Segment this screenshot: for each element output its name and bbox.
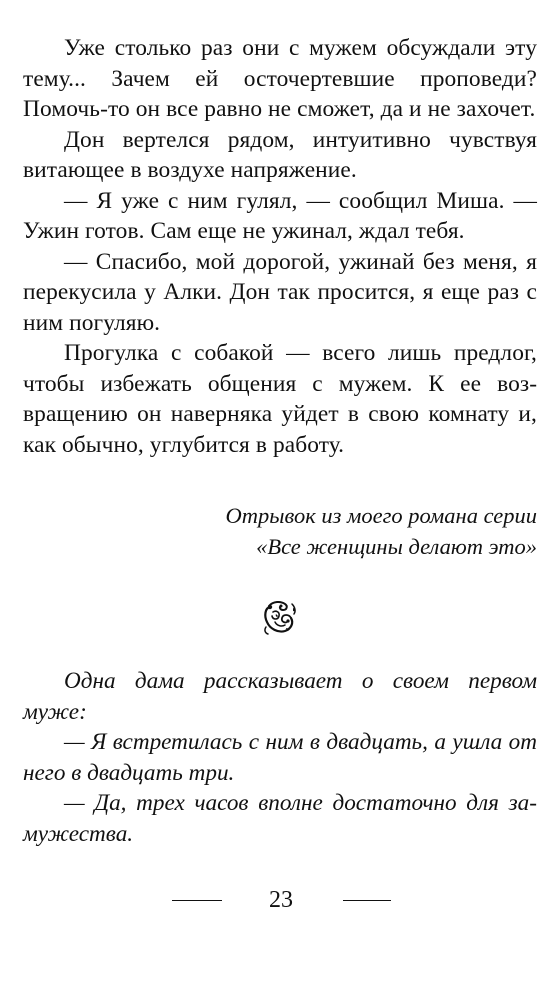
paragraph: — Я уже с ним гулял, — сообщил Миша. — Ужин готов. Сам еще не ужинал, ждал тебя. [23,187,537,244]
source-citation [23,501,537,562]
paragraph: — Я встретилась с ним в двадцать, а ушла от него в двадцать три. [23,729,537,786]
page-footer [0,882,560,918]
citation-line: «Все женщины делают это» [256,533,537,559]
page-number: 23 [269,887,293,913]
floral-ornament-icon [261,598,299,638]
paragraph: — Да, трех часов вполне достаточно для замужества. [23,790,537,847]
paragraph: Уже столько раз они с мужем обсуждали эту тему... Зачем ей осточертевшие проповеди? Помочь-то он все равно не сможет, да и не захочет. [23,35,537,122]
paragraph: Дон вертелся рядом, интуитивно чувствуя витающее в воздухе напряжение. [23,126,537,183]
anecdote [23,666,537,849]
story-excerpt [23,33,537,460]
citation-line: Отрывок из моего романа серии [225,503,537,528]
footer-rule [343,900,391,901]
paragraph: Прогулка с собакой — всего лишь предлог, чтобы избежать общения с мужем. К ее возвращению он наверняка уйдет в свою комнату и, как обычно, углубится в работу. [23,340,537,458]
paragraph: — Спасибо, мой дорогой, ужинай без меня, я перекусила у Алки. Дон так просится, я еще раз с ним погуляю. [23,248,537,336]
footer-rule [172,900,222,901]
paragraph: Одна дама рассказывает о своем первом муже: [23,668,537,725]
